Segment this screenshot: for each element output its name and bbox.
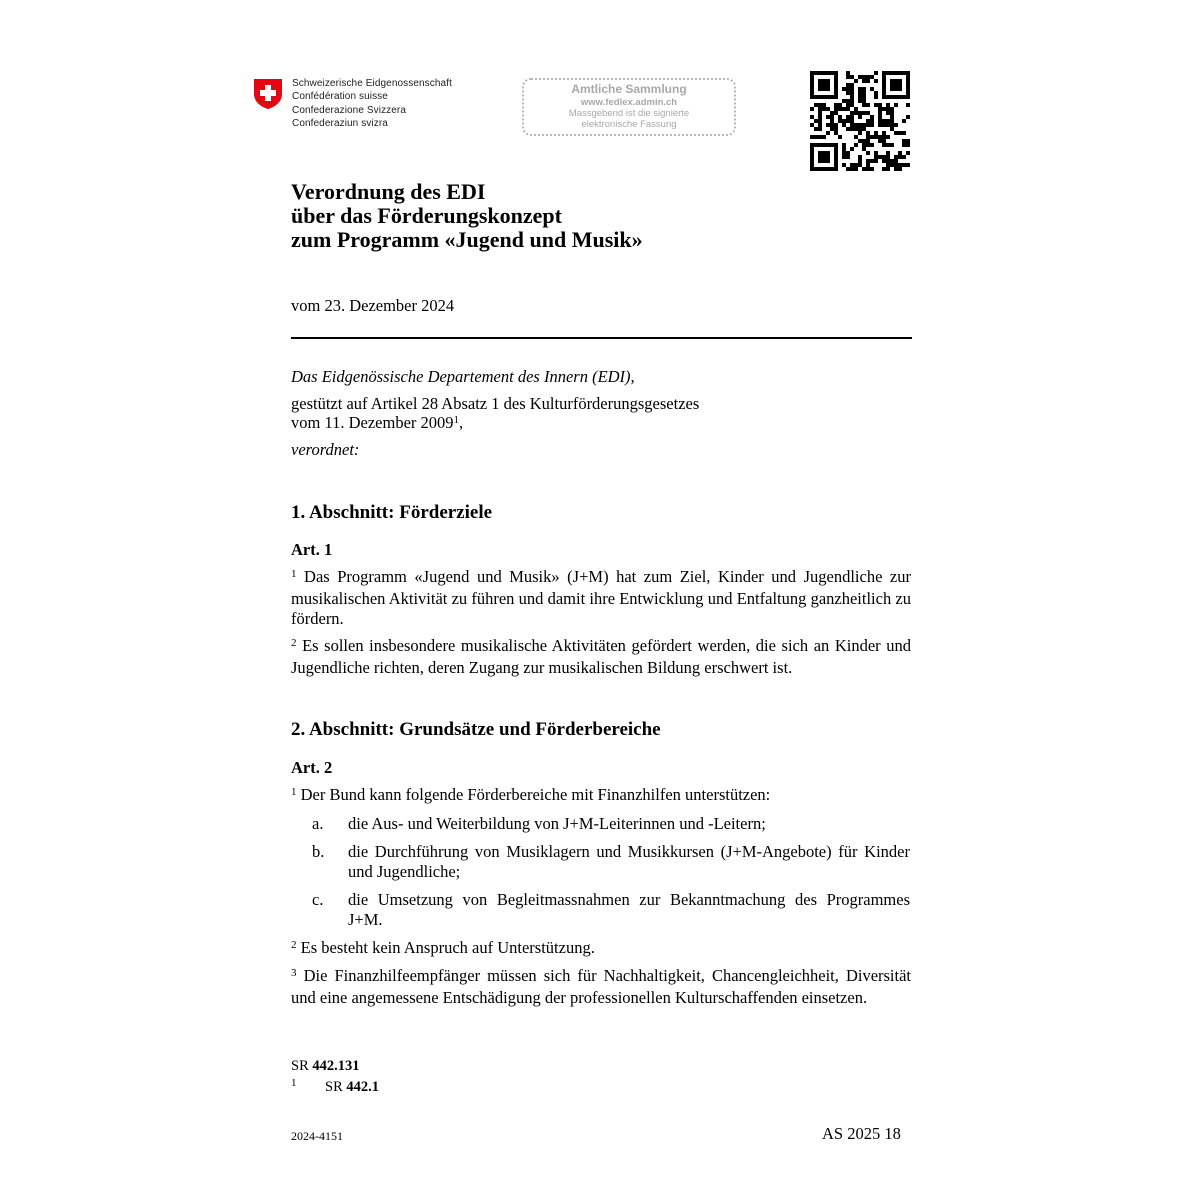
preamble-basis-end: , xyxy=(459,413,464,432)
paragraph-number: 1 xyxy=(291,786,297,798)
footnote-ref[interactable]: 1 xyxy=(453,414,460,426)
title-divider xyxy=(291,337,912,339)
agency-line-de: Schweizerische Eidgenossenschaft xyxy=(292,78,452,89)
paragraph-text: Es sollen insbesondere musikalische Aktivitäten gefördert werden, die sich an Kinder und Jugendliche richten, deren Zugang zur musikalischen Bildung erschwert ist. xyxy=(291,636,911,677)
list-item-marker: b. xyxy=(312,842,325,861)
paragraph-number: 1 xyxy=(291,568,297,580)
title-line: über das Förderungskonzept xyxy=(291,203,562,228)
sr-prefix: SR xyxy=(291,1058,309,1074)
as-reference: AS 2025 18 xyxy=(822,1124,901,1143)
paragraph xyxy=(291,938,911,960)
stamp-title: Amtliche Sammlung xyxy=(571,82,687,96)
stamp-note-1: Massgebend ist die signierte xyxy=(568,108,690,119)
footnote-number: 1 xyxy=(291,1077,297,1089)
article-heading: Art. 1 xyxy=(291,540,333,559)
paragraph-text: Das Programm «Jugend und Musik» (J+M) hat zum Ziel, Kinder und Jugendliche zur musikalischen Aktivität zu führen und damit ihre Entwicklung und Entfaltung ganzheitlich zu fördern. xyxy=(291,567,911,628)
agency-line-rm: Confederaziun svizra xyxy=(292,118,388,130)
preamble-basis-date: vom 11. Dezember 2009 xyxy=(291,413,454,432)
paragraph xyxy=(291,785,911,807)
paragraph-number: 2 xyxy=(291,637,297,649)
section-heading: 1. Abschnitt: Förderziele xyxy=(291,502,493,523)
qr-code-icon xyxy=(810,71,910,171)
paragraph xyxy=(291,636,911,678)
footnote-text xyxy=(325,1079,379,1096)
section-heading: 2. Abschnitt: Grundsätze und Förderbereiche xyxy=(291,719,661,740)
sr-number: 442.131 xyxy=(312,1058,360,1074)
list-item-marker: a. xyxy=(312,814,324,833)
stamp-note-2: elektronische Fassung xyxy=(581,119,677,130)
preamble-decree: verordnet: xyxy=(291,440,360,459)
list-item-text: die Aus- und Weiterbildung von J+M-Leiterinnen und -Leitern; xyxy=(348,814,766,833)
paragraph-number: 2 xyxy=(291,939,297,951)
preamble-authority: Das Eidgenössische Departement des Innern (EDI), xyxy=(291,367,635,386)
list-item-text: die Durchführung von Musiklagern und Musikkursen (J+M-Angebote) für Kinder und Jugendliche; xyxy=(348,842,910,881)
document-title xyxy=(291,180,643,252)
footnote-sr-number[interactable]: 442.1 xyxy=(346,1079,379,1095)
preamble-basis-line1: gestützt auf Artikel 28 Absatz 1 des Kulturförderungsgesetzes xyxy=(291,394,700,413)
swiss-cross-shield-icon xyxy=(253,78,283,110)
agency-name-block xyxy=(292,77,452,131)
sr-reference xyxy=(291,1058,360,1075)
paragraph-text: Es besteht kein Anspruch auf Unterstützung. xyxy=(300,938,595,957)
preamble-basis-line2 xyxy=(291,413,463,435)
official-collection-stamp xyxy=(522,78,736,136)
paragraph-text: Der Bund kann folgende Förderbereiche mit Finanzhilfen unterstützen: xyxy=(300,785,771,804)
document-id: 2024-4151 xyxy=(291,1129,343,1143)
stamp-url: www.fedlex.admin.ch xyxy=(580,97,678,108)
footnote xyxy=(291,1078,297,1095)
list-item-text: die Umsetzung von Begleitmassnahmen zur Bekanntmachung des Programmes J+M. xyxy=(348,890,910,929)
title-line: zum Programm «Jugend und Musik» xyxy=(291,227,643,252)
agency-line-fr: Confédération suisse xyxy=(292,91,388,103)
paragraph xyxy=(291,567,911,629)
article-heading: Art. 2 xyxy=(291,758,333,777)
paragraph-text: Die Finanzhilfeempfänger müssen sich für Nachhaltigkeit, Chancengleichheit, Diversität und eine angemessene Entschädigung der professionellen Kulturschaffenden einsetzen. xyxy=(291,966,912,1007)
paragraph xyxy=(291,966,911,1008)
list-item-marker: c. xyxy=(312,890,324,909)
footnote-prefix: SR xyxy=(325,1079,343,1095)
document-date: vom 23. Dezember 2024 xyxy=(291,296,455,315)
agency-line-it: Confederazione Svizzera xyxy=(292,104,407,116)
title-line: Verordnung des EDI xyxy=(291,179,486,204)
paragraph-number: 3 xyxy=(291,967,297,979)
